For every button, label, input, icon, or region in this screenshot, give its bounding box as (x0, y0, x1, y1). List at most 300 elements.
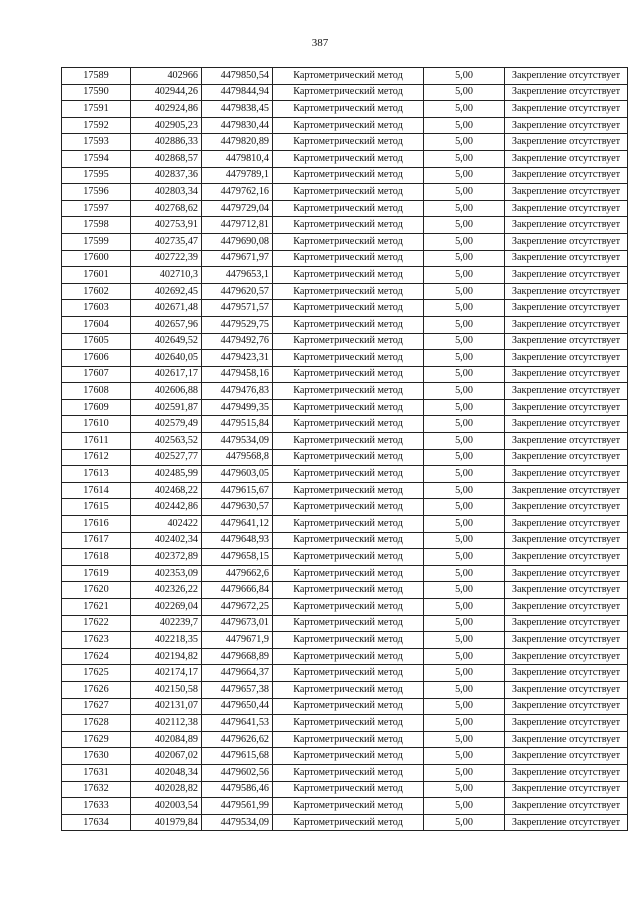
fixation-cell: Закрепление отсутствует (505, 748, 628, 765)
method-cell: Картометрический метод (273, 648, 424, 665)
table-row (62, 731, 628, 748)
y-coordinate-cell: 4479561,99 (202, 798, 273, 815)
fixation-cell: Закрепление отсутствует (505, 300, 628, 317)
table-row (62, 300, 628, 317)
fixation-cell: Закрепление отсутствует (505, 366, 628, 383)
accuracy-cell: 5,00 (424, 731, 505, 748)
table-row (62, 681, 628, 698)
method-cell: Картометрический метод (273, 582, 424, 599)
x-coordinate-cell: 402048,34 (131, 764, 202, 781)
method-cell: Картометрический метод (273, 781, 424, 798)
method-cell: Картометрический метод (273, 466, 424, 483)
method-cell: Картометрический метод (273, 184, 424, 201)
table-row (62, 184, 628, 201)
point-number-cell: 17596 (62, 184, 131, 201)
x-coordinate-cell: 402640,05 (131, 350, 202, 367)
y-coordinate-cell: 4479672,25 (202, 599, 273, 616)
point-number-cell: 17626 (62, 681, 131, 698)
x-coordinate-cell: 402468,22 (131, 482, 202, 499)
accuracy-cell: 5,00 (424, 217, 505, 234)
y-coordinate-cell: 4479476,83 (202, 383, 273, 400)
y-coordinate-cell: 4479571,57 (202, 300, 273, 317)
y-coordinate-cell: 4479666,84 (202, 582, 273, 599)
point-number-cell: 17620 (62, 582, 131, 599)
y-coordinate-cell: 4479671,9 (202, 632, 273, 649)
point-number-cell: 17603 (62, 300, 131, 317)
accuracy-cell: 5,00 (424, 433, 505, 450)
x-coordinate-cell: 402966 (131, 68, 202, 85)
x-coordinate-cell: 402837,36 (131, 167, 202, 184)
fixation-cell: Закрепление отсутствует (505, 549, 628, 566)
x-coordinate-cell: 402579,49 (131, 416, 202, 433)
y-coordinate-cell: 4479838,45 (202, 101, 273, 118)
y-coordinate-cell: 4479653,1 (202, 267, 273, 284)
y-coordinate-cell: 4479673,01 (202, 615, 273, 632)
method-cell: Картометрический метод (273, 333, 424, 350)
table-row (62, 399, 628, 416)
fixation-cell: Закрепление отсутствует (505, 466, 628, 483)
y-coordinate-cell: 4479657,38 (202, 681, 273, 698)
point-number-cell: 17619 (62, 565, 131, 582)
y-coordinate-cell: 4479515,84 (202, 416, 273, 433)
point-number-cell: 17621 (62, 599, 131, 616)
method-cell: Картометрический метод (273, 665, 424, 682)
table-row (62, 134, 628, 151)
point-number-cell: 17613 (62, 466, 131, 483)
point-number-cell: 17593 (62, 134, 131, 151)
fixation-cell: Закрепление отсутствует (505, 200, 628, 217)
y-coordinate-cell: 4479603,05 (202, 466, 273, 483)
y-coordinate-cell: 4479499,35 (202, 399, 273, 416)
point-number-cell: 17616 (62, 516, 131, 533)
method-cell: Картометрический метод (273, 715, 424, 732)
method-cell: Картометрический метод (273, 350, 424, 367)
point-number-cell: 17605 (62, 333, 131, 350)
table-row (62, 383, 628, 400)
fixation-cell: Закрепление отсутствует (505, 499, 628, 516)
y-coordinate-cell: 4479641,12 (202, 516, 273, 533)
y-coordinate-cell: 4479729,04 (202, 200, 273, 217)
page-number: 387 (311, 37, 329, 49)
table-row (62, 599, 628, 616)
accuracy-cell: 5,00 (424, 665, 505, 682)
fixation-cell: Закрепление отсутствует (505, 433, 628, 450)
table-row (62, 549, 628, 566)
y-coordinate-cell: 4479850,54 (202, 68, 273, 85)
accuracy-cell: 5,00 (424, 516, 505, 533)
point-number-cell: 17611 (62, 433, 131, 450)
x-coordinate-cell: 402868,57 (131, 150, 202, 167)
y-coordinate-cell: 4479648,93 (202, 532, 273, 549)
accuracy-cell: 5,00 (424, 482, 505, 499)
point-number-cell: 17612 (62, 449, 131, 466)
y-coordinate-cell: 4479492,76 (202, 333, 273, 350)
x-coordinate-cell: 402326,22 (131, 582, 202, 599)
accuracy-cell: 5,00 (424, 167, 505, 184)
point-number-cell: 17595 (62, 167, 131, 184)
point-number-cell: 17608 (62, 383, 131, 400)
x-coordinate-cell: 402150,58 (131, 681, 202, 698)
accuracy-cell: 5,00 (424, 764, 505, 781)
fixation-cell: Закрепление отсутствует (505, 84, 628, 101)
fixation-cell: Закрепление отсутствует (505, 250, 628, 267)
accuracy-cell: 5,00 (424, 449, 505, 466)
y-coordinate-cell: 4479620,57 (202, 283, 273, 300)
accuracy-cell: 5,00 (424, 250, 505, 267)
accuracy-cell: 5,00 (424, 798, 505, 815)
fixation-cell: Закрепление отсутствует (505, 283, 628, 300)
accuracy-cell: 5,00 (424, 84, 505, 101)
fixation-cell: Закрепление отсутствует (505, 532, 628, 549)
x-coordinate-cell: 402131,07 (131, 698, 202, 715)
y-coordinate-cell: 4479529,75 (202, 316, 273, 333)
table-row (62, 250, 628, 267)
method-cell: Картометрический метод (273, 233, 424, 250)
accuracy-cell: 5,00 (424, 68, 505, 85)
accuracy-cell: 5,00 (424, 632, 505, 649)
y-coordinate-cell: 4479423,31 (202, 350, 273, 367)
method-cell: Картометрический метод (273, 117, 424, 134)
method-cell: Картометрический метод (273, 200, 424, 217)
method-cell: Картометрический метод (273, 383, 424, 400)
table-row (62, 499, 628, 516)
fixation-cell: Закрепление отсутствует (505, 267, 628, 284)
y-coordinate-cell: 4479690,08 (202, 233, 273, 250)
accuracy-cell: 5,00 (424, 532, 505, 549)
y-coordinate-cell: 4479810,4 (202, 150, 273, 167)
method-cell: Картометрический метод (273, 532, 424, 549)
point-number-cell: 17618 (62, 549, 131, 566)
x-coordinate-cell: 402372,89 (131, 549, 202, 566)
x-coordinate-cell: 402606,88 (131, 383, 202, 400)
accuracy-cell: 5,00 (424, 300, 505, 317)
table-row (62, 217, 628, 234)
accuracy-cell: 5,00 (424, 599, 505, 616)
table-row (62, 200, 628, 217)
table-row (62, 798, 628, 815)
table-row (62, 316, 628, 333)
y-coordinate-cell: 4479458,16 (202, 366, 273, 383)
x-coordinate-cell: 402527,77 (131, 449, 202, 466)
accuracy-cell: 5,00 (424, 715, 505, 732)
y-coordinate-cell: 4479568,8 (202, 449, 273, 466)
x-coordinate-cell: 402657,96 (131, 316, 202, 333)
accuracy-cell: 5,00 (424, 549, 505, 566)
fixation-cell: Закрепление отсутствует (505, 681, 628, 698)
table-row (62, 466, 628, 483)
method-cell: Картометрический метод (273, 565, 424, 582)
x-coordinate-cell: 402735,47 (131, 233, 202, 250)
accuracy-cell: 5,00 (424, 184, 505, 201)
fixation-cell: Закрепление отсутствует (505, 565, 628, 582)
x-coordinate-cell: 402194,82 (131, 648, 202, 665)
method-cell: Картометрический метод (273, 134, 424, 151)
fixation-cell: Закрепление отсутствует (505, 665, 628, 682)
accuracy-cell: 5,00 (424, 565, 505, 582)
table-row (62, 101, 628, 118)
coordinates-table-body (62, 68, 628, 831)
point-number-cell: 17628 (62, 715, 131, 732)
x-coordinate-cell: 402591,87 (131, 399, 202, 416)
fixation-cell: Закрепление отсутствует (505, 350, 628, 367)
point-number-cell: 17609 (62, 399, 131, 416)
fixation-cell: Закрепление отсутствует (505, 482, 628, 499)
x-coordinate-cell: 402924,86 (131, 101, 202, 118)
table-row (62, 449, 628, 466)
method-cell: Картометрический метод (273, 267, 424, 284)
table-row (62, 150, 628, 167)
table-row (62, 350, 628, 367)
point-number-cell: 17594 (62, 150, 131, 167)
method-cell: Картометрический метод (273, 366, 424, 383)
method-cell: Картометрический метод (273, 449, 424, 466)
accuracy-cell: 5,00 (424, 316, 505, 333)
accuracy-cell: 5,00 (424, 383, 505, 400)
accuracy-cell: 5,00 (424, 283, 505, 300)
method-cell: Картометрический метод (273, 798, 424, 815)
method-cell: Картометрический метод (273, 300, 424, 317)
accuracy-cell: 5,00 (424, 698, 505, 715)
x-coordinate-cell: 402218,35 (131, 632, 202, 649)
table-row (62, 117, 628, 134)
table-row (62, 333, 628, 350)
accuracy-cell: 5,00 (424, 101, 505, 118)
x-coordinate-cell: 402905,23 (131, 117, 202, 134)
table-row (62, 565, 628, 582)
table-row (62, 482, 628, 499)
method-cell: Картометрический метод (273, 698, 424, 715)
accuracy-cell: 5,00 (424, 150, 505, 167)
fixation-cell: Закрепление отсутствует (505, 167, 628, 184)
table-row (62, 715, 628, 732)
method-cell: Картометрический метод (273, 764, 424, 781)
accuracy-cell: 5,00 (424, 681, 505, 698)
method-cell: Картометрический метод (273, 599, 424, 616)
y-coordinate-cell: 4479641,53 (202, 715, 273, 732)
fixation-cell: Закрепление отсутствует (505, 117, 628, 134)
x-coordinate-cell: 402402,34 (131, 532, 202, 549)
method-cell: Картометрический метод (273, 250, 424, 267)
x-coordinate-cell: 402886,33 (131, 134, 202, 151)
table-row (62, 648, 628, 665)
fixation-cell: Закрепление отсутствует (505, 798, 628, 815)
x-coordinate-cell: 402485,99 (131, 466, 202, 483)
fixation-cell: Закрепление отсутствует (505, 715, 628, 732)
method-cell: Картометрический метод (273, 283, 424, 300)
method-cell: Картометрический метод (273, 748, 424, 765)
point-number-cell: 17614 (62, 482, 131, 499)
coordinates-table (61, 67, 628, 831)
point-number-cell: 17597 (62, 200, 131, 217)
table-row (62, 68, 628, 85)
x-coordinate-cell: 402753,91 (131, 217, 202, 234)
accuracy-cell: 5,00 (424, 350, 505, 367)
table-row (62, 632, 628, 649)
point-number-cell: 17630 (62, 748, 131, 765)
fixation-cell: Закрепление отсутствует (505, 781, 628, 798)
point-number-cell: 17622 (62, 615, 131, 632)
accuracy-cell: 5,00 (424, 615, 505, 632)
accuracy-cell: 5,00 (424, 117, 505, 134)
y-coordinate-cell: 4479662,6 (202, 565, 273, 582)
method-cell: Картометрический метод (273, 399, 424, 416)
method-cell: Картометрический метод (273, 416, 424, 433)
point-number-cell: 17600 (62, 250, 131, 267)
y-coordinate-cell: 4479586,46 (202, 781, 273, 798)
table-row (62, 416, 628, 433)
accuracy-cell: 5,00 (424, 466, 505, 483)
x-coordinate-cell: 402722,39 (131, 250, 202, 267)
accuracy-cell: 5,00 (424, 648, 505, 665)
fixation-cell: Закрепление отсутствует (505, 101, 628, 118)
fixation-cell: Закрепление отсутствует (505, 599, 628, 616)
fixation-cell: Закрепление отсутствует (505, 233, 628, 250)
y-coordinate-cell: 4479615,68 (202, 748, 273, 765)
accuracy-cell: 5,00 (424, 267, 505, 284)
accuracy-cell: 5,00 (424, 200, 505, 217)
method-cell: Картометрический метод (273, 731, 424, 748)
accuracy-cell: 5,00 (424, 416, 505, 433)
y-coordinate-cell: 4479534,09 (202, 433, 273, 450)
point-number-cell: 17623 (62, 632, 131, 649)
table-row (62, 698, 628, 715)
method-cell: Картометрический метод (273, 615, 424, 632)
x-coordinate-cell: 402768,62 (131, 200, 202, 217)
table-row (62, 267, 628, 284)
y-coordinate-cell: 4479658,15 (202, 549, 273, 566)
accuracy-cell: 5,00 (424, 134, 505, 151)
x-coordinate-cell: 402671,48 (131, 300, 202, 317)
fixation-cell: Закрепление отсутствует (505, 582, 628, 599)
y-coordinate-cell: 4479626,62 (202, 731, 273, 748)
fixation-cell: Закрепление отсутствует (505, 449, 628, 466)
method-cell: Картометрический метод (273, 549, 424, 566)
accuracy-cell: 5,00 (424, 781, 505, 798)
fixation-cell: Закрепление отсутствует (505, 134, 628, 151)
method-cell: Картометрический метод (273, 316, 424, 333)
x-coordinate-cell: 402003,54 (131, 798, 202, 815)
accuracy-cell: 5,00 (424, 333, 505, 350)
point-number-cell: 17604 (62, 316, 131, 333)
point-number-cell: 17625 (62, 665, 131, 682)
point-number-cell: 17598 (62, 217, 131, 234)
accuracy-cell: 5,00 (424, 399, 505, 416)
x-coordinate-cell: 402563,52 (131, 433, 202, 450)
point-number-cell: 17590 (62, 84, 131, 101)
table-row (62, 433, 628, 450)
method-cell: Картометрический метод (273, 499, 424, 516)
y-coordinate-cell: 4479534,09 (202, 814, 273, 831)
point-number-cell: 17602 (62, 283, 131, 300)
point-number-cell: 17599 (62, 233, 131, 250)
fixation-cell: Закрепление отсутствует (505, 333, 628, 350)
table-row (62, 233, 628, 250)
table-row (62, 516, 628, 533)
fixation-cell: Закрепление отсутствует (505, 217, 628, 234)
fixation-cell: Закрепление отсутствует (505, 399, 628, 416)
x-coordinate-cell: 402649,52 (131, 333, 202, 350)
x-coordinate-cell: 402084,89 (131, 731, 202, 748)
point-number-cell: 17607 (62, 366, 131, 383)
fixation-cell: Закрепление отсутствует (505, 416, 628, 433)
y-coordinate-cell: 4479762,16 (202, 184, 273, 201)
method-cell: Картометрический метод (273, 68, 424, 85)
point-number-cell: 17634 (62, 814, 131, 831)
point-number-cell: 17632 (62, 781, 131, 798)
method-cell: Картометрический метод (273, 217, 424, 234)
x-coordinate-cell: 402174,17 (131, 665, 202, 682)
table-row (62, 748, 628, 765)
point-number-cell: 17617 (62, 532, 131, 549)
point-number-cell: 17589 (62, 68, 131, 85)
method-cell: Картометрический метод (273, 84, 424, 101)
y-coordinate-cell: 4479712,81 (202, 217, 273, 234)
point-number-cell: 17610 (62, 416, 131, 433)
method-cell: Картометрический метод (273, 632, 424, 649)
point-number-cell: 17601 (62, 267, 131, 284)
table-row (62, 665, 628, 682)
method-cell: Картометрический метод (273, 516, 424, 533)
point-number-cell: 17631 (62, 764, 131, 781)
x-coordinate-cell: 402067,02 (131, 748, 202, 765)
point-number-cell: 17591 (62, 101, 131, 118)
accuracy-cell: 5,00 (424, 233, 505, 250)
fixation-cell: Закрепление отсутствует (505, 68, 628, 85)
fixation-cell: Закрепление отсутствует (505, 615, 628, 632)
fixation-cell: Закрепление отсутствует (505, 516, 628, 533)
method-cell: Картометрический метод (273, 167, 424, 184)
table-row (62, 366, 628, 383)
x-coordinate-cell: 402710,3 (131, 267, 202, 284)
accuracy-cell: 5,00 (424, 748, 505, 765)
table-row (62, 615, 628, 632)
table-row (62, 764, 628, 781)
x-coordinate-cell: 402944,26 (131, 84, 202, 101)
y-coordinate-cell: 4479664,37 (202, 665, 273, 682)
point-number-cell: 17615 (62, 499, 131, 516)
y-coordinate-cell: 4479615,67 (202, 482, 273, 499)
table-row (62, 582, 628, 599)
x-coordinate-cell: 402353,09 (131, 565, 202, 582)
method-cell: Картометрический метод (273, 681, 424, 698)
fixation-cell: Закрепление отсутствует (505, 184, 628, 201)
y-coordinate-cell: 4479830,44 (202, 117, 273, 134)
fixation-cell: Закрепление отсутствует (505, 150, 628, 167)
y-coordinate-cell: 4479602,56 (202, 764, 273, 781)
x-coordinate-cell: 402617,17 (131, 366, 202, 383)
fixation-cell: Закрепление отсутствует (505, 814, 628, 831)
method-cell: Картометрический метод (273, 482, 424, 499)
y-coordinate-cell: 4479671,97 (202, 250, 273, 267)
accuracy-cell: 5,00 (424, 366, 505, 383)
y-coordinate-cell: 4479668,89 (202, 648, 273, 665)
y-coordinate-cell: 4479789,1 (202, 167, 273, 184)
method-cell: Картометрический метод (273, 150, 424, 167)
table-row (62, 283, 628, 300)
fixation-cell: Закрепление отсутствует (505, 648, 628, 665)
table-row (62, 167, 628, 184)
point-number-cell: 17606 (62, 350, 131, 367)
point-number-cell: 17629 (62, 731, 131, 748)
x-coordinate-cell: 401979,84 (131, 814, 202, 831)
accuracy-cell: 5,00 (424, 814, 505, 831)
method-cell: Картометрический метод (273, 433, 424, 450)
accuracy-cell: 5,00 (424, 499, 505, 516)
table-row (62, 814, 628, 831)
y-coordinate-cell: 4479844,94 (202, 84, 273, 101)
y-coordinate-cell: 4479650,44 (202, 698, 273, 715)
fixation-cell: Закрепление отсутствует (505, 764, 628, 781)
